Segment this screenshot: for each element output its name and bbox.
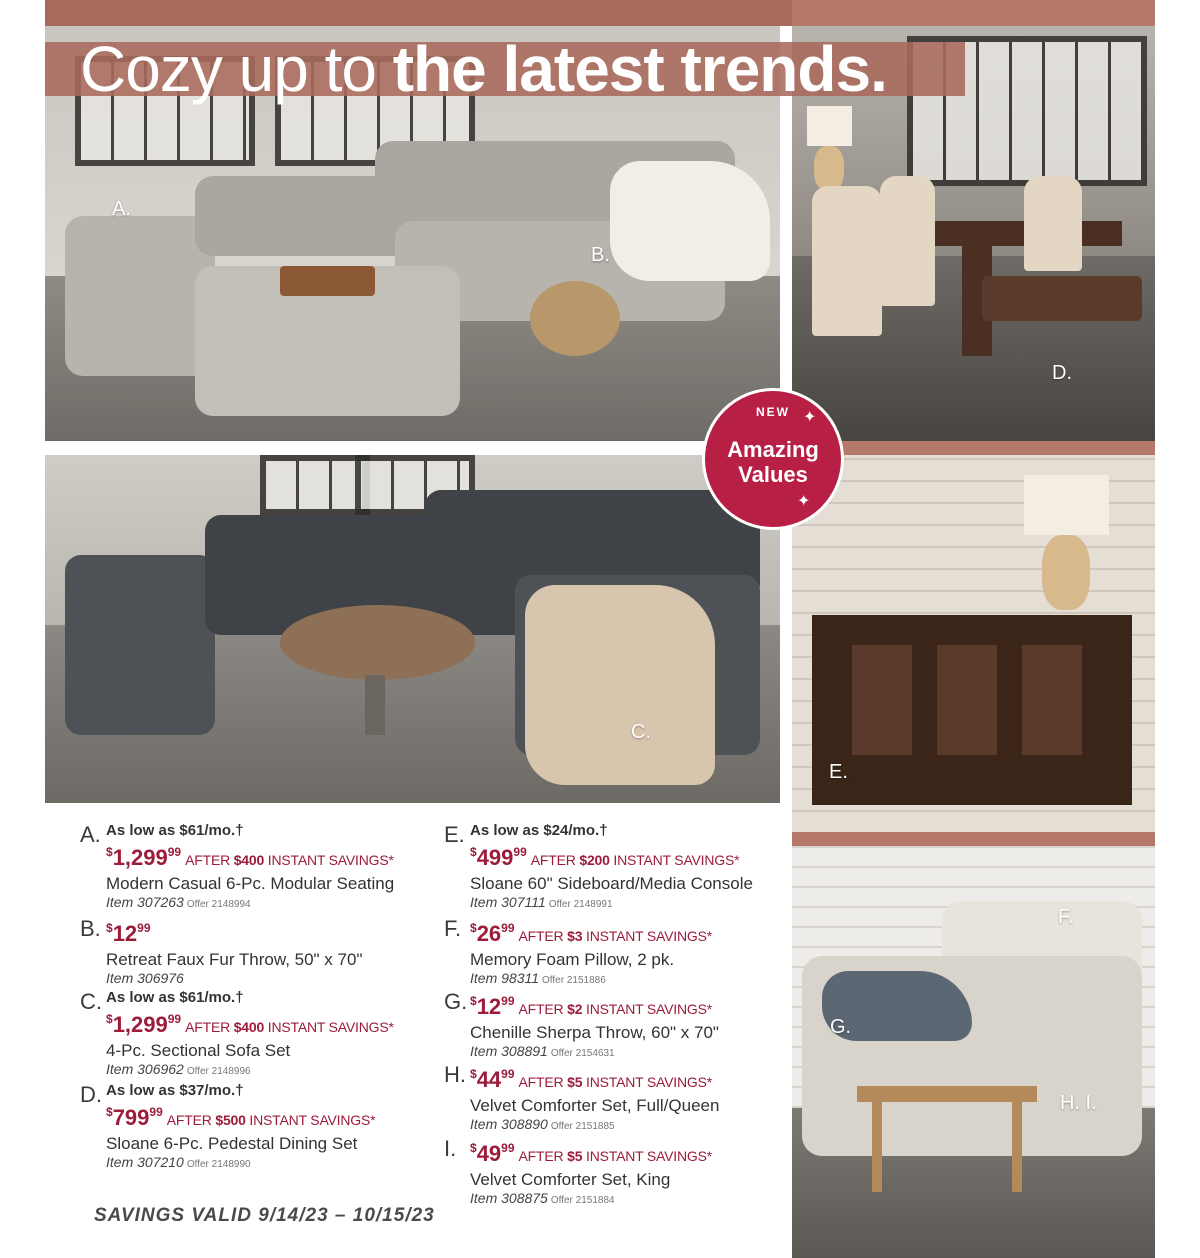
listing-letter: F. <box>444 916 462 941</box>
product-name: Velvet Comforter Set, King <box>470 1170 671 1189</box>
photo-sideboard <box>792 455 1155 832</box>
sale-price: $1,299$^{99}$ <box>106 1012 182 1037</box>
badge-line-2: Values <box>738 462 808 487</box>
amazing-values-badge <box>702 388 844 530</box>
item-number: Item 308875 Offer 2151884 <box>470 1190 615 1206</box>
photo-sectional-sofa <box>45 455 780 803</box>
offer-number: Offer 2148994 <box>186 899 251 910</box>
instant-savings: AFTER $500 INSTANT SAVINGS* <box>166 1112 376 1128</box>
monthly-price: As low as $24/mo.† <box>470 822 608 839</box>
listing-letter: I. <box>444 1136 457 1161</box>
item-number: Item 307263 Offer 2148994 <box>106 894 251 910</box>
offer-number: Offer 2148991 <box>548 899 613 910</box>
sparkle-icon: ✦ <box>797 493 811 510</box>
item-number: Item 306962 Offer 2148996 <box>106 1061 251 1077</box>
savings-validity: SAVINGS VALID 9/14/23 – 10/15/23 <box>94 1205 435 1226</box>
sale-price: $^{\$}44^{99}$ <box>470 1067 515 1092</box>
monthly-price: As low as $37/mo.† <box>106 1082 244 1099</box>
product-name: 4-Pc. Sectional Sofa Set <box>106 1041 291 1060</box>
product-name: Memory Foam Pillow, 2 pk. <box>470 950 675 969</box>
photo-label-d: D. <box>1052 362 1072 384</box>
headline-light: Cozy up to <box>80 33 376 105</box>
listing-letter: A. <box>80 822 101 847</box>
product-name: Chenille Sherpa Throw, 60" x 70" <box>470 1023 719 1042</box>
headline <box>80 32 887 106</box>
photo-label-b: B. <box>591 244 610 266</box>
item-number: Item 98311 Offer 2151886 <box>470 970 606 986</box>
photo-label-g: G. <box>830 1016 852 1038</box>
sale-price: $^{\$}799^{99}$ <box>106 1105 163 1130</box>
instant-savings: AFTER $400 INSTANT SAVINGS* <box>185 1019 394 1035</box>
offer-number: Offer 2151884 <box>550 1195 615 1206</box>
listing-letter: E. <box>444 822 465 847</box>
photo-label-a: A. <box>112 198 131 220</box>
offer-number: Offer 2148996 <box>186 1066 251 1077</box>
sale-price: $^{\$}499^{99}$ <box>470 845 527 870</box>
product-name: Velvet Comforter Set, Full/Queen <box>470 1096 720 1115</box>
listing-letter: B. <box>80 916 101 941</box>
instant-savings: AFTER $5 INSTANT SAVINGS* <box>518 1148 712 1164</box>
listing-letter: D. <box>80 1082 102 1107</box>
monthly-price: As low as $61/mo.† <box>106 822 244 839</box>
badge-main-text <box>705 437 841 487</box>
product-name: Sloane 6-Pc. Pedestal Dining Set <box>106 1134 358 1153</box>
sale-price: $^{\$}12^{99}$ <box>106 921 151 946</box>
sale-price: $^{\$}12^{99}$ <box>470 994 515 1019</box>
product-name: Sloane 60" Sideboard/Media Console <box>470 874 753 893</box>
offer-number: Offer 2148990 <box>186 1159 251 1170</box>
listing-letter: H. <box>444 1062 466 1087</box>
headline-bold: the latest trends. <box>392 33 887 105</box>
photo-label-f: F. <box>1058 906 1074 928</box>
offer-number: Offer 2151885 <box>550 1121 615 1132</box>
photo-label-hi: H. I. <box>1060 1092 1097 1114</box>
item-number: Item 308890 Offer 2151885 <box>470 1116 615 1132</box>
instant-savings: AFTER $400 INSTANT SAVINGS* <box>185 852 394 868</box>
offer-number: Offer 2151886 <box>542 975 606 986</box>
instant-savings: AFTER $200 INSTANT SAVINGS* <box>530 852 740 868</box>
photo-bedroom <box>792 846 1155 1258</box>
sale-price: $1,299$^{99}$ <box>106 845 182 870</box>
item-number: Item 308891 Offer 2154631 <box>470 1043 615 1059</box>
instant-savings: AFTER $5 INSTANT SAVINGS* <box>518 1074 712 1090</box>
monthly-price: As low as $61/mo.† <box>106 989 244 1006</box>
sale-price: $^{\$}49^{99}$ <box>470 1141 515 1166</box>
sparkle-icon: ✦ <box>803 409 817 426</box>
badge-new-label: NEW <box>756 405 790 419</box>
listing-letter: G. <box>444 989 468 1014</box>
instant-savings: AFTER $3 INSTANT SAVINGS* <box>518 928 712 944</box>
product-name: Retreat Faux Fur Throw, 50" x 70" <box>106 950 363 969</box>
item-number: Item 306976 <box>106 970 184 986</box>
photo-label-c: C. <box>631 721 651 743</box>
item-number: Item 307111 Offer 2148991 <box>470 894 613 910</box>
sale-price: $^{\$}26^{99}$ <box>470 921 515 946</box>
product-name: Modern Casual 6-Pc. Modular Seating <box>106 874 395 893</box>
listing-letter: C. <box>80 989 102 1014</box>
item-number: Item 307210 Offer 2148990 <box>106 1154 251 1170</box>
badge-line-1: Amazing <box>727 437 819 462</box>
instant-savings: AFTER $2 INSTANT SAVINGS* <box>518 1001 712 1017</box>
offer-number: Offer 2154631 <box>550 1048 615 1059</box>
photo-label-e: E. <box>829 761 848 783</box>
